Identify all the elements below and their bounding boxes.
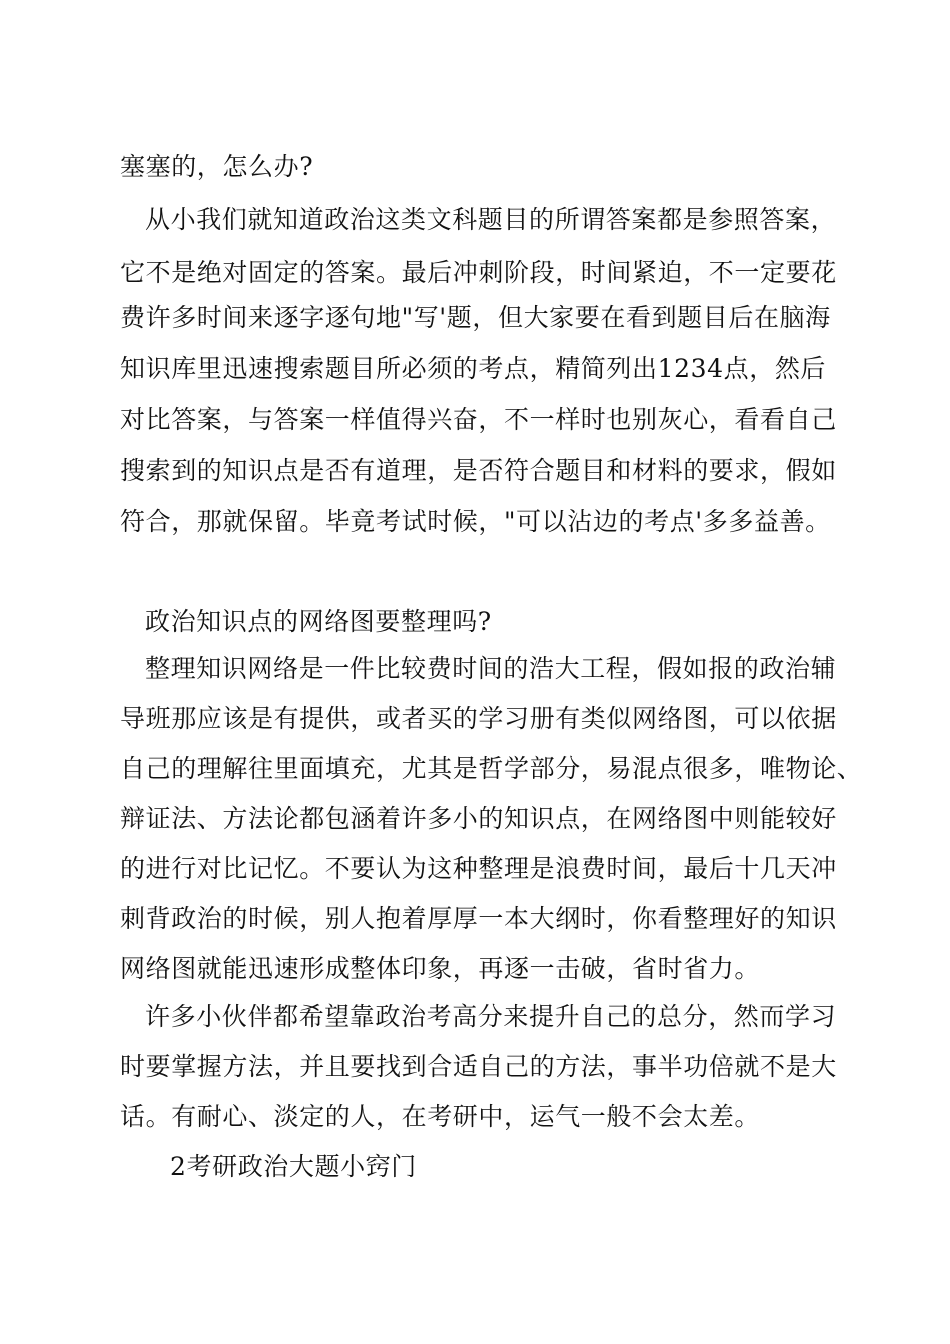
text-line: 知识库里迅速搜索题目所必须的考点，精简列出1234点，然后	[120, 354, 827, 383]
paragraph-start-line: 从小我们就知道政治这类文科题目的所谓答案都是参照答案，	[145, 205, 837, 234]
text-line: 自己的理解往里面填充，尤其是哲学部分，易混点很多，唯物论、	[120, 754, 863, 783]
text-line: 符合，那就保留。毕竟考试时候，"可以沾边的考点'多多益善。	[120, 507, 831, 536]
text-line: 它不是绝对固定的答案。最后冲刺阶段，时间紧迫，不一定要花	[120, 258, 837, 287]
section-heading: 2考研政治大题小窍门	[170, 1152, 417, 1181]
text-line: 话。有耐心、淡定的人，在考研中，运气一般不会太差。	[120, 1102, 761, 1131]
text-line: 搜索到的知识点是否有道理，是否符合题目和材料的要求，假如	[120, 456, 837, 485]
text-line: 导班那应该是有提供，或者买的学习册有类似网络图，可以依据	[120, 704, 837, 733]
section-heading: 政治知识点的网络图要整理吗?	[145, 607, 492, 636]
text-line: 时要掌握方法，并且要找到合适自己的方法，事半功倍就不是大	[120, 1052, 837, 1081]
paragraph-start-line: 整理知识网络是一件比较费时间的浩大工程，假如报的政治辅	[145, 654, 837, 683]
text-line: 塞塞的，怎么办?	[120, 152, 314, 181]
text-line: 费许多时间来逐字逐句地"写'题，但大家要在看到题目后在脑海	[120, 303, 831, 332]
text-line: 辩证法、方法论都包涵着许多小的知识点，在网络图中则能较好	[120, 804, 837, 833]
text-line: 的进行对比记忆。不要认为这种整理是浪费时间，最后十几天冲	[120, 854, 837, 883]
paragraph-start-line: 许多小伙伴都希望靠政治考高分来提升自己的总分，然而学习	[145, 1002, 837, 1031]
text-line: 刺背政治的时候，别人抱着厚厚一本大纲时，你看整理好的知识	[120, 904, 837, 933]
text-line: 对比答案，与答案一样值得兴奋，不一样时也别灰心，看看自己	[120, 405, 837, 434]
text-line: 网络图就能迅速形成整体印象，再逐一击破，省时省力。	[120, 954, 761, 983]
